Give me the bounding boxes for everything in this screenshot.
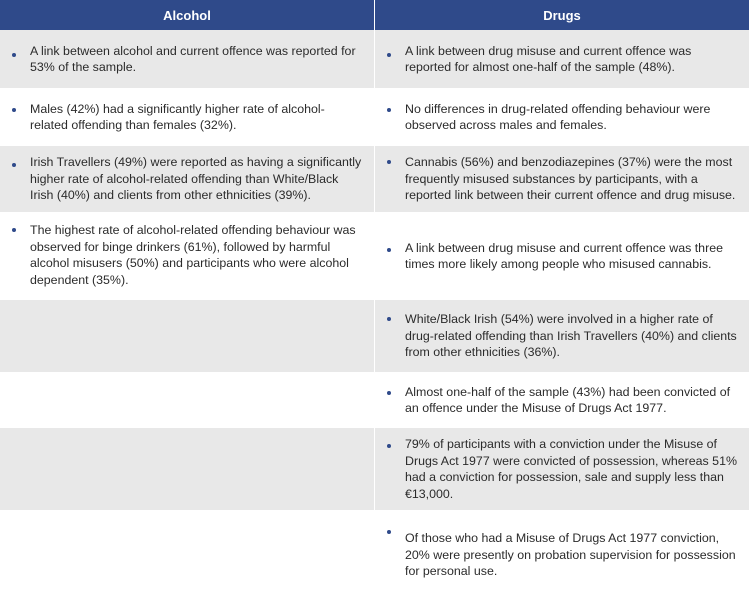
drugs-finding-4: A link between drug misuse and current offence was three times more likely among people who misused cannabis. (375, 212, 749, 300)
alcohol-empty-cell (0, 300, 374, 372)
alcohol-finding-1: A link between alcohol and current offence was reported for 53% of the sample. (0, 30, 374, 88)
alcohol-finding-2: Males (42%) had a significantly higher rate of alcohol-related offending than females (32%). (0, 88, 374, 146)
drugs-finding-8: Of those who had a Misuse of Drugs Act 1977 conviction, 20% were presently on probation supervision for possession for personal use. (375, 510, 749, 600)
drugs-finding-7: 79% of participants with a conviction under the Misuse of Drugs Act 1977 were convicted of possession, whereas 51% had a conviction for possession, sale and supply less than €13,000. (375, 428, 749, 510)
drugs-finding-1: A link between drug misuse and current offence was reported for almost one-half of the sample (48%). (375, 30, 749, 88)
bullet-icon (12, 53, 16, 57)
bullet-icon (387, 160, 391, 164)
bullet-icon (12, 108, 16, 112)
alcohol-empty-cell (0, 428, 374, 510)
bullet-icon (12, 228, 16, 232)
alcohol-finding-3: Irish Travellers (49%) were reported as having a significantly higher rate of alcohol-related offending than White/Black Irish (40%) and clients from other ethnicities (39%). (0, 146, 374, 212)
bullet-icon (387, 530, 391, 534)
alcohol-finding-4: The highest rate of alcohol-related offending behaviour was observed for binge drinkers (61%), followed by harmful alcohol misusers (50%) and participants who were alcohol dependent (35%). (0, 212, 374, 300)
alcohol-empty-cell (0, 510, 374, 600)
bullet-icon (387, 248, 391, 252)
drugs-finding-5: White/Black Irish (54%) were involved in a higher rate of drug-related offending than Irish Travellers (40%) and clients from other ethnicities (36%). (375, 300, 749, 372)
drugs-finding-2: No differences in drug-related offending behaviour were observed across males and females. (375, 88, 749, 146)
bullet-icon (387, 53, 391, 57)
alcohol-empty-cell (0, 372, 374, 428)
drugs-column-header: Drugs (375, 0, 749, 30)
bullet-icon (387, 391, 391, 395)
drugs-finding-6: Almost one-half of the sample (43%) had been convicted of an offence under the Misuse of Drugs Act 1977. (375, 372, 749, 428)
bullet-icon (12, 163, 16, 167)
alcohol-column-header: Alcohol (0, 0, 374, 30)
bullet-icon (387, 108, 391, 112)
drugs-finding-3: Cannabis (56%) and benzodiazepines (37%) were the most frequently misused substances by participants, with a reported link between their current offence and drug misuse. (375, 146, 749, 212)
bullet-icon (387, 444, 391, 448)
bullet-icon (387, 317, 391, 321)
